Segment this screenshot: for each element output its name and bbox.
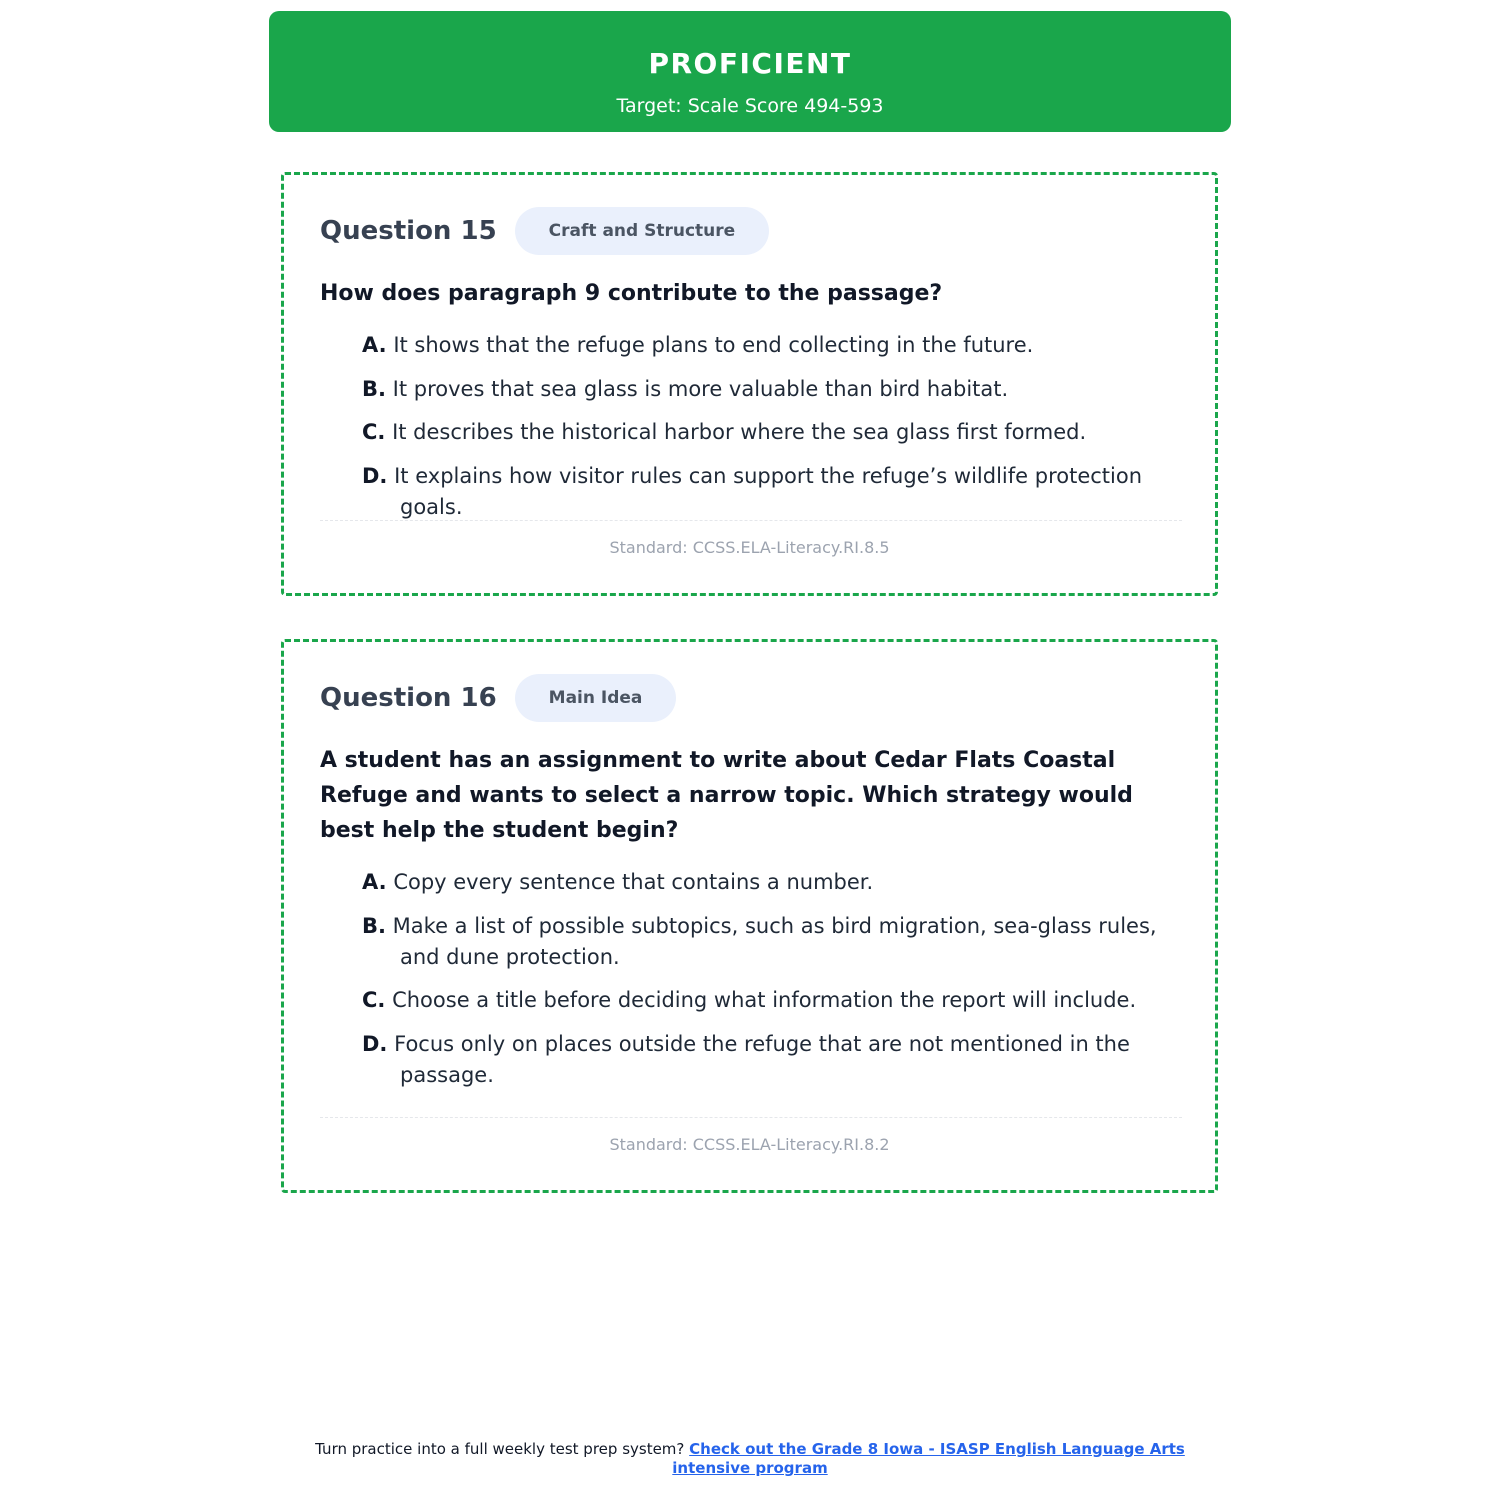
question-prompt: How does paragraph 9 contribute to the passage?	[320, 281, 943, 306]
answer-choice-c[interactable]	[362, 417, 1182, 448]
program-link[interactable]: Check out the Grade 8 Iowa - ISASP English Language Arts intensive program	[672, 1440, 1185, 1477]
choice-letter: B.	[362, 376, 386, 401]
divider	[320, 520, 1182, 521]
question-header	[320, 674, 676, 722]
skill-tag: Main Idea	[515, 674, 677, 722]
choice-text: It explains how visitor rules can support the refuge’s wildlife protection goals.	[394, 463, 1143, 519]
footer-text: Turn practice into a full weekly test prep system?	[315, 1440, 685, 1458]
answer-choice-c[interactable]	[362, 985, 1182, 1016]
choice-text: Choose a title before deciding what information the report will include.	[392, 988, 1137, 1012]
choice-letter: B.	[362, 913, 386, 938]
standard-label: Standard: CCSS.ELA-Literacy.RI.8.2	[609, 1135, 890, 1154]
choice-letter: A.	[362, 333, 387, 357]
answer-choice-b[interactable]	[362, 374, 1182, 405]
choice-text: Make a list of possible subtopics, such as bird migration, sea-glass rules, and dune protection.	[392, 913, 1157, 969]
promo-footer	[280, 1440, 1220, 1478]
banner-title: PROFICIENT	[648, 47, 852, 80]
question-card-16	[281, 639, 1218, 1193]
answer-choices	[362, 867, 1182, 1103]
choice-text: It describes the historical harbor where the sea glass first formed.	[392, 420, 1087, 444]
divider	[320, 1117, 1182, 1118]
choice-text: It proves that sea glass is more valuable than bird habitat.	[392, 376, 1009, 401]
choice-letter: A.	[362, 870, 387, 894]
choice-text: Copy every sentence that contains a number.	[393, 870, 874, 894]
answer-choice-b[interactable]	[362, 911, 1182, 973]
level-banner	[269, 11, 1231, 132]
answer-choice-a[interactable]	[362, 867, 1182, 898]
question-header	[320, 207, 769, 255]
choice-text: Focus only on places outside the refuge that are not mentioned in the passage.	[394, 1031, 1130, 1087]
question-prompt: A student has an assignment to write about Cedar Flats Coastal Refuge and wants to select a narrow topic. Which strategy would best help the student begin?	[320, 748, 1133, 843]
answer-choices	[362, 330, 1182, 535]
question-title: Question 16	[320, 683, 497, 713]
choice-letter: D.	[362, 1031, 388, 1056]
answer-choice-d[interactable]	[362, 1029, 1182, 1091]
choice-text: It shows that the refuge plans to end collecting in the future.	[393, 333, 1034, 357]
standard-label: Standard: CCSS.ELA-Literacy.RI.8.5	[609, 538, 890, 557]
choice-letter: C.	[362, 988, 386, 1012]
skill-tag: Craft and Structure	[515, 207, 770, 255]
question-card-15	[281, 172, 1218, 596]
choice-letter: C.	[362, 420, 386, 444]
question-title: Question 15	[320, 216, 497, 246]
banner-subtitle: Target: Scale Score 494-593	[616, 95, 884, 117]
answer-choice-d[interactable]	[362, 461, 1182, 523]
answer-choice-a[interactable]	[362, 330, 1182, 361]
choice-letter: D.	[362, 463, 388, 488]
